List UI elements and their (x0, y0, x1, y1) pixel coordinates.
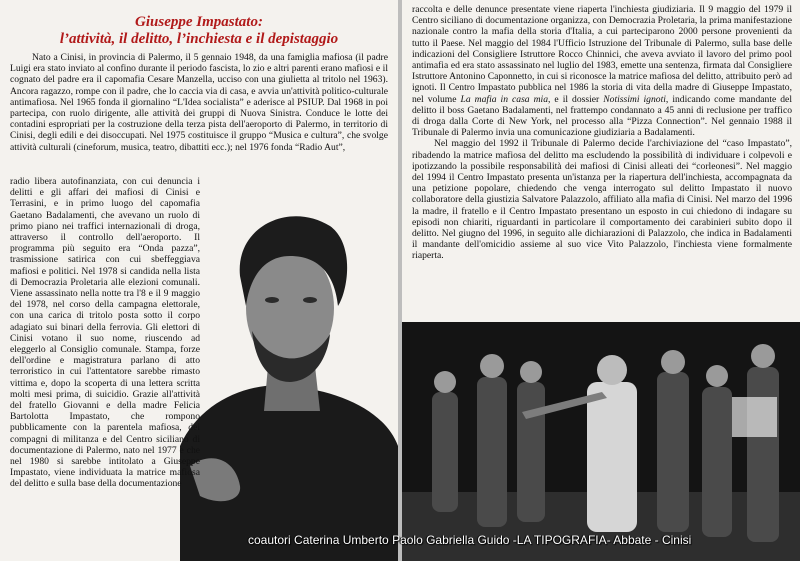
left-column-paragraph: radio libera autofinanziata, con cui denuncia i delitti e gli affari dei mafiosi di Cinisi e Terrasini, e in primo luogo del capomafia Gaetano Badalamenti, che avevano un ruolo di primo piano nei traffici internazionali di droga, attraverso il controllo dell'aeroporto. Il programma più seguito era “Onda pazza”, trasmissione satirica con cui sbeffeggiava mafiosi e politici. Nel 1978 si candida nella lista di Democrazia Proletaria alle elezioni comunali. Viene assassinato nella notte tra l'8 e il 9 maggio del 1978, nel corso della campagna elettorale, con una carica di tritolo posta sotto il corpo adagiato sui binari della ferrovia. Gli elettori di Cinisi votano il suo nome, riuscendo ad eleggerlo al Consiglio comunale. Stampa, forze dell'ordine e magistratura parlano di atto terroristico in cui l'attentatore sarebbe rimasto vittima e, dopo la scoperta di una lettera scritta molti mesi prima, di suicidio. Grazie all'attività del fratello Giovanni e della madre Felicia Bartolotta Impastato, che rompono pubblicamente con la parentela mafiosa, dei compagni di militanza e del Centro siciliano di documentazione di Palermo, nato nel 1977 e che nel 1980 si sarebbe intitolato a Giuseppe Impastato, viene individuata la matrice mafiosa del delitto e sulla base della documentazione (10, 176, 200, 490)
right-paragraph-1a: raccolta e delle denunce presentate viene riaperta l'inchiesta giudiziaria. Il 9 maggio del 1979 il Centro siciliano di documentazione organizza, con Democrazia Proletaria, la prima manifestazione nazionale contro la mafia della storia d'Italia, a cui parteciparono 2000 persone provenienti da tutto il Paese. Nel maggio del 1984 l'Ufficio Istruzione del Tribunale di Palermo, sulla base delle indicazioni del Consigliere Istruttore Rocco Chinnici, che aveva avviato il lavoro del primo pool antimafia ed era stato assassinato nel luglio del 1983, emette una sentenza, firmata dal Consigliere Istruttore Antonino Caponnetto, in cui si riconosce la matrice mafiosa del delitto, attribuito però ad ignoti. Il Centro Impastato pubblica nel 1986 la storia di vita della madre di Giuseppe Impastato, nel volume (412, 4, 792, 105)
right-page-text (412, 4, 792, 262)
right-paragraph-1b: , e il dossier (548, 93, 604, 105)
title-line-2: l’attività, il delitto, l’inchiesta e il depistaggio (59, 31, 339, 47)
right-paragraph-1c: , indicando come mandante del delitto il boss Gaetano Badalamenti, nel frattempo condannato a 45 anni di reclusione per traffico di droga dalla Corte di New York, nel processo alla “Pizza Connection”. Nel gennaio 1988 il Tribunale di Palermo invia una comunicazione giudiziaria a Badalamenti. (412, 93, 792, 139)
right-paragraph-2: Nel maggio del 1992 il Tribunale di Palermo decide l'archiviazione del “caso Impastato”, ribadendo la matrice mafiosa del delitto ma escludendo la possibilità di individuare i colpevoli e ipotizzando la possibile responsabilità dei mafiosi di Cinisi alleati dei “corleonesi”. Nel maggio del 1994 il Centro Impastato presenta un'istanza per la riapertura dell'inchiesta, accompagnata da una petizione popolare, chiedendo che venga interrogato sul delitto Impastato il nuovo collaboratore della giustizia Salvatore Palazzolo, affiliato alla mafia di Cinisi. Nel marzo del 1996 la madre, il fratello e il Centro Impastato presentano un esposto in cui chiedono di indagare su episodi non chiariti, riguardanti in particolare il comportamento dei carabinieri subito dopo il delitto. Nel giugno del 1996, in seguito alle dichiarazioni di Palazzolo, che indica in Badalamenti il mandante dell'omicidio assieme al suo vice Vito Palazzolo, l'inchiesta viene formalmente riaperta. (412, 138, 792, 262)
dossier-title: Notissimi ignoti (603, 93, 666, 105)
credits-caption: coautori Caterina Umberto Paolo Gabriella Guido -LA TIPOGRAFIA- Abbate - Cinisi (248, 533, 692, 547)
right-paragraph-1 (412, 4, 792, 138)
intro-paragraph: Nato a Cinisi, in provincia di Palermo, il 5 gennaio 1948, da una famiglia mafiosa (il padre Luigi era stato inviato al confino durante il periodo fascista, lo zio e altri parenti erano mafiosi e il cognato del padre era il capomafia Cesare Manzella, ucciso con una giulietta al tritolo nel 1963). Ancora ragazzo, rompe con il padre, che lo caccia via di casa, e avvia un'attività politico-culturale antimafiosa. Nel 1965 fonda il giornalino “L'Idea socialista” e aderisce al PSIUP. Dal 1968 in poi partecipa, con ruolo dirigente, alle attività dei gruppi di Nuova Sinistra. Conduce le lotte dei contadini espropriati per la costruzione della terza pista dell'aeroporto di Palermo, in territorio di Cinisi, degli edili e dei disoccupati. Nel 1975 costituisce il gruppo “Musica e cultura”, che svolge attività culturali (cineforum, musica, teatro, dibattiti ecc.); nel 1976 fonda “Radio Aut”, (10, 52, 388, 153)
demonstration-photo (402, 322, 800, 561)
book-title: La mafia in casa mia (460, 93, 549, 105)
portrait-photo (180, 196, 398, 561)
left-page (0, 0, 398, 561)
article-title (0, 14, 398, 48)
title-line-1: Giuseppe Impastato: (135, 14, 263, 30)
right-page (402, 0, 800, 561)
